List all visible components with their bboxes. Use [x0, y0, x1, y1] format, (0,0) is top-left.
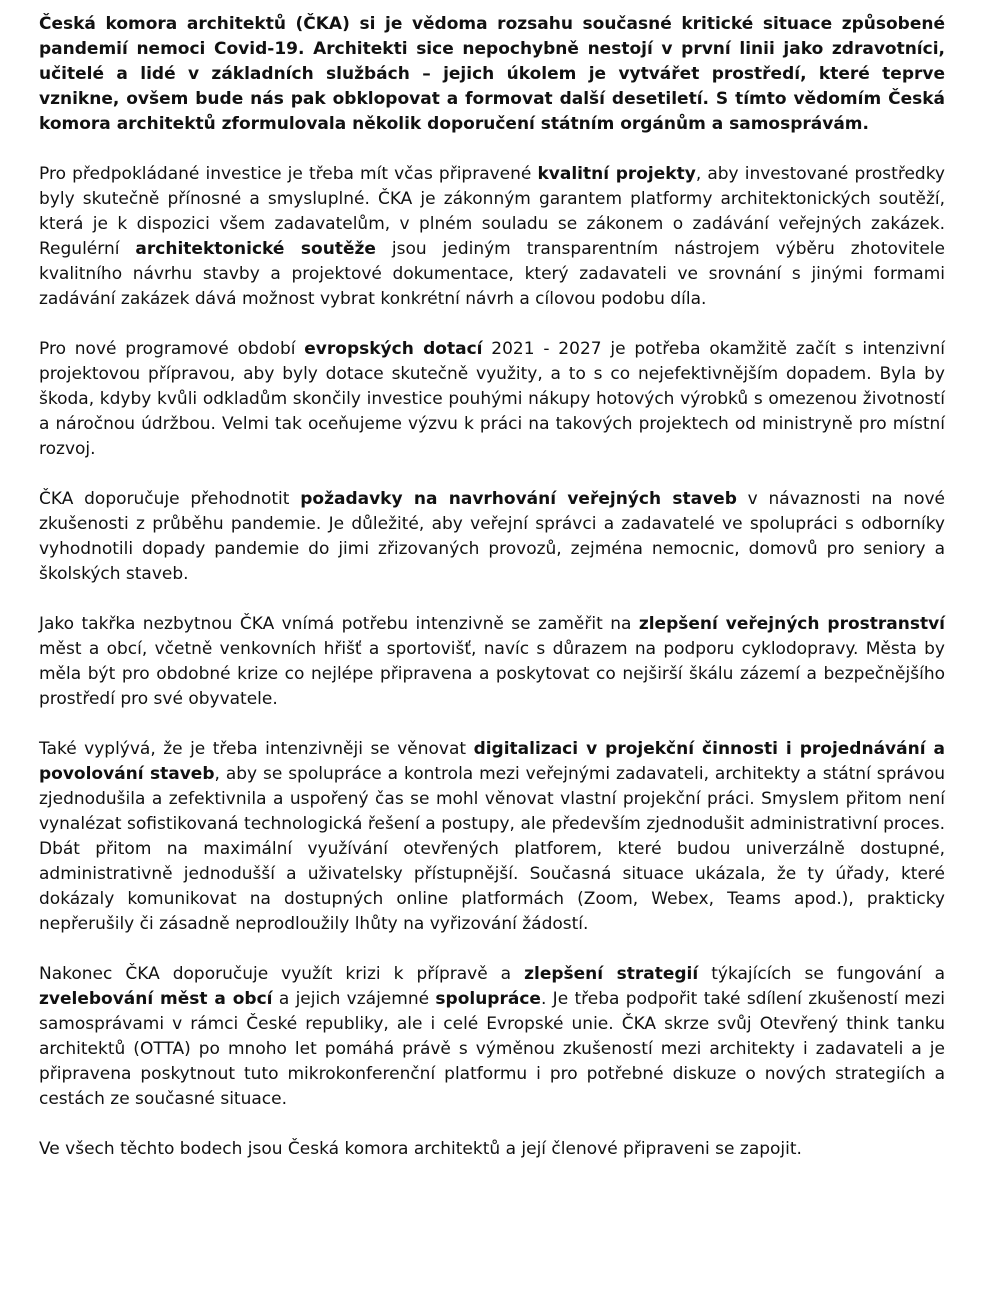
bold-phrase: digitalizaci v projekční činnosti i projednávání a povolování staveb: [39, 739, 946, 784]
document-body: [39, 12, 945, 1187]
digitalization-paragraph: [39, 737, 945, 937]
text-segment: Také vyplývá, že je třeba intenzivněji se věnovat: [39, 739, 474, 759]
bold-phrase: zlepšení strategií: [524, 964, 699, 984]
text-segment: . Je třeba podpořit také sdílení zkušeností mezi samosprávami v rámci České republiky, ale i celé Evropské unie. ČKA skrze svůj Otevřený think tanku architektů (OTTA) po mnoho let pomáhá právě s výměnou zkušeností mezi architekty i zadavateli a je připravena poskytnout tuto mikrokonferenční platformu i pro potřebné diskuze o nových strategiích a cestách ze současné situace.: [39, 989, 945, 1109]
text-segment: Česká komora architektů (ČKA) si je vědoma rozsahu současné kritické situace způsobené pandemií nemoci Covid-19. Architekti sice nepochybně nestojí v první linii jako zdravotníci, učitelé a lidé v základních službách – jejich úkolem je vytvářet prostředí, které teprve vznikne, ovšem bude nás pak obklopovat a formovat další desetiletí. S tímto vědomím Česká komora architektů zformulovala několik doporučení státním orgánům a samosprávám.: [39, 14, 945, 134]
text-segment: Pro předpokládané investice je třeba mít včas připravené: [39, 164, 538, 184]
text-segment: Ve všech těchto bodech jsou Česká komora architektů a její členové připraveni se zapojit.: [39, 1139, 802, 1159]
text-segment: v návaznosti na nové zkušenosti z průběhu pandemie. Je důležité, aby veřejní správci a zadavatelé ve spolupráci s odborníky vyhodnotili dopady pandemie do jimi zřizovaných provozů, zejména nemocnic, domovů pro seniory a školských staveb.: [39, 489, 945, 584]
text-segment: a jejich vzájemné: [272, 989, 436, 1009]
text-segment: Pro nové programové období: [39, 339, 305, 359]
bold-phrase: evropských dotací: [304, 339, 483, 359]
public-buildings-paragraph: [39, 487, 945, 587]
bold-phrase: požadavky na navrhování veřejných staveb: [300, 489, 737, 509]
bold-phrase: architektonické soutěže: [135, 239, 376, 259]
text-segment: Nakonec ČKA doporučuje využít krizi k přípravě a: [39, 964, 525, 984]
text-segment: jsou jediným transparentním nástrojem výběru zhotovitele kvalitního návrhu stavby a projektové dokumentace, který zadavateli ve srovnání s jinými formami zadávání zakázek dává možnost vybrat konkrétní návrh a cílovou podobu díla.: [39, 239, 945, 309]
bold-phrase: kvalitní projekty: [537, 164, 696, 184]
bold-phrase: zlepšení veřejných prostranství: [638, 614, 945, 634]
text-segment: Jako takřka nezbytnou ČKA vnímá potřebu intenzivně se zaměřit na: [39, 614, 639, 634]
bold-phrase: spolupráce: [435, 989, 541, 1009]
text-segment: ČKA doporučuje přehodnotit: [39, 489, 301, 509]
public-spaces-paragraph: [39, 612, 945, 712]
intro-paragraph: [39, 12, 945, 137]
strategies-paragraph: [39, 962, 945, 1112]
bold-phrase: zvelebování měst a obcí: [39, 989, 273, 1009]
eu-subsidies-paragraph: [39, 337, 945, 462]
closing-paragraph: [39, 1137, 945, 1162]
text-segment: , aby investované prostředky byly skutečně přínosné a smysluplné. ČKA je zákonným garantem platformy architektonických soutěží, která je k dispozici všem zadavatelům, v plném souladu se zákonem o zadávání veřejných zakázek. Regulérní: [39, 164, 945, 259]
text-segment: měst a obcí, včetně venkovních hřišť a sportovišť, navíc s důrazem na podporu cyklodopravy. Města by měla být pro obdobné krize co nejlépe připravena a poskytovat co nejširší škálu zázemí a bezpečnějšího prostředí pro své obyvatele.: [39, 639, 945, 709]
text-segment: , aby se spolupráce a kontrola mezi veřejnými zadavateli, architekty a státní správou zjednodušila a zefektivnila a uspořený čas se mohl věnovat vlastní projekční práci. Smyslem přitom není vynalézat sofistikovaná technologická řešení a postupy, ale především zjednodušit administrativní proces. Dbát přitom na maximální využívání otevřených platforem, které budou univerzálně dostupné, administrativně jednodušší a uživatelsky přístupnější. Současná situace ukázala, že ty úřady, které dokázaly komunikovat na dostupných online platformách (Zoom, Webex, Teams apod.), prakticky nepřerušily či zásadně neprodloužily lhůty na vyřizování žádostí.: [39, 764, 945, 934]
projects-paragraph: [39, 162, 945, 312]
text-segment: 2021 - 2027 je potřeba okamžitě začít s intenzivní projektovou přípravou, aby byly dotace skutečně využity, a to s co nejefektivnějším dopadem. Byla by škoda, kdyby kvůli odkladům skončily investice pouhými nákupy hotových výrobků s omezenou životností a náročnou údržbou. Velmi tak oceňujeme výzvu k práci na takových projektech od ministryně pro místní rozvoj.: [39, 339, 945, 459]
text-segment: týkajících se fungování a: [698, 964, 946, 984]
